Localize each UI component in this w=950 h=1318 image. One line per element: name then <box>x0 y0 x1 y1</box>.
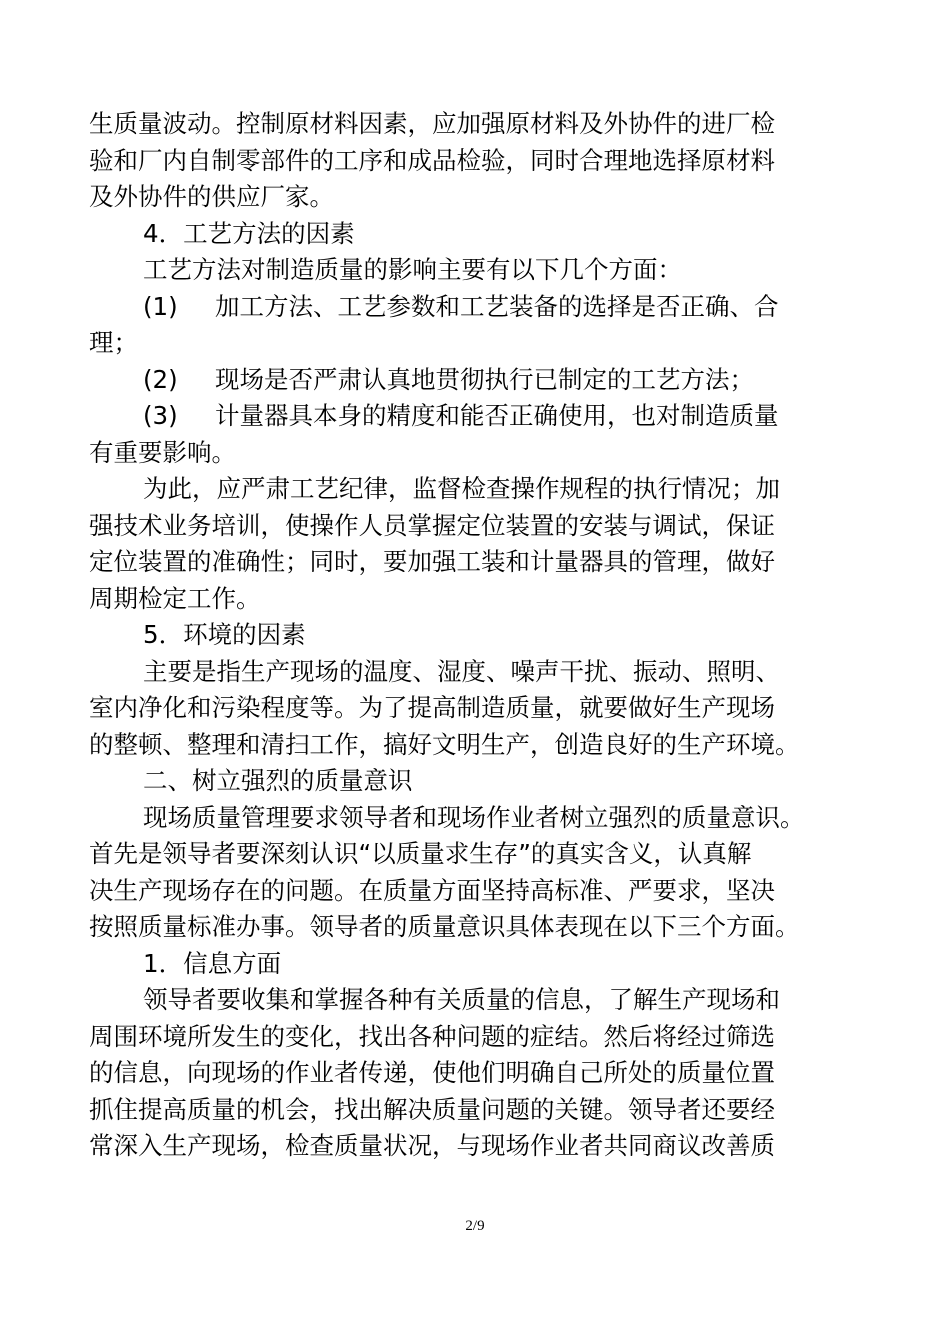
line-text: 二、树立强烈的质量意识 <box>143 766 413 795</box>
line-text: 决生产现场存在的问题。在质量方面坚持高标准、严要求，坚决 <box>89 875 775 905</box>
text-line <box>89 143 869 180</box>
text-line <box>89 508 869 545</box>
text-line <box>89 325 869 362</box>
line-text: 主要是指生产现场的温度、湿度、噪声干扰、振动、照明、 <box>143 656 780 686</box>
line-text: 领导者要收集和掌握各种有关质量的信息，了解生产现场和 <box>143 985 780 1014</box>
text-line <box>89 544 869 581</box>
page-number: 2/9 <box>465 1218 485 1234</box>
line-text: 现场质量管理要求领导者和现场作业者树立强烈的质量意识。 <box>143 802 805 832</box>
text-line <box>89 690 869 727</box>
line-text: 1．信息方面 <box>143 948 282 978</box>
text-line <box>89 362 869 399</box>
text-line <box>89 1019 869 1056</box>
line-text: 为此，应严肃工艺纪律，监督检查操作规程的执行情况；加 <box>143 474 780 503</box>
text-line <box>89 909 869 946</box>
line-text: 验和厂内自制零部件的工序和成品检验，同时合理地选择原材料 <box>89 145 775 175</box>
text-line <box>89 581 869 618</box>
text-line <box>89 179 869 216</box>
line-text: 周期检定工作。 <box>89 583 261 613</box>
line-text: 加工方法、工艺参数和工艺装备的选择是否正确、合 <box>215 291 779 321</box>
line-text: 及外协件的供应厂家。 <box>89 182 334 211</box>
line-text: 强技术业务培训，使操作人员掌握定位装置的安装与调试，保证 <box>89 510 775 540</box>
text-line <box>89 106 869 143</box>
list-number: (1) <box>143 291 178 321</box>
line-text: 常深入生产现场，检查质量状况，与现场作业者共同商议改善质 <box>89 1131 775 1160</box>
line-text: 生质量波动。控制原材料因素，应加强原材料及外协件的进厂检 <box>89 109 775 138</box>
line-text: 的整顿、整理和清扫工作，搞好文明生产，创造良好的生产环境。 <box>89 729 800 759</box>
text-line <box>89 617 869 654</box>
document-body <box>89 106 869 1165</box>
line-text: 定位装置的准确性；同时，要加强工装和计量器具的管理，做好 <box>89 547 775 576</box>
list-number: (2) <box>143 364 178 394</box>
line-text: 的信息，向现场的作业者传递，使他们明确自己所处的质量位置 <box>89 1058 775 1087</box>
text-line <box>89 800 869 837</box>
text-line <box>89 289 869 326</box>
text-line <box>89 1055 869 1092</box>
line-text: 5．环境的因素 <box>143 620 306 649</box>
line-text: 按照质量标准办事。领导者的质量意识具体表现在以下三个方面。 <box>89 912 800 941</box>
line-text: 室内净化和污染程度等。为了提高制造质量，就要做好生产现场 <box>89 693 775 722</box>
line-text: 抓住提高质量的机会，找出解决质量问题的关键。领导者还要经 <box>89 1094 775 1124</box>
text-line <box>89 727 869 764</box>
text-line <box>89 471 869 508</box>
text-line <box>89 435 869 472</box>
text-line <box>89 836 869 873</box>
text-line <box>89 654 869 691</box>
line-text: 周围环境所发生的变化，找出各种问题的症结。然后将经过筛选 <box>89 1021 775 1051</box>
text-line <box>89 946 869 983</box>
text-line <box>89 1128 869 1165</box>
text-line <box>89 216 869 253</box>
text-line <box>89 398 869 435</box>
text-line <box>89 873 869 910</box>
list-number: (3) <box>143 401 178 430</box>
line-text: 4．工艺方法的因素 <box>143 218 355 248</box>
line-text: 理； <box>89 328 138 357</box>
text-line <box>89 982 869 1019</box>
text-line <box>89 1092 869 1129</box>
line-text: 工艺方法对制造质量的影响主要有以下几个方面： <box>143 255 682 284</box>
line-text: 计量器具本身的精度和能否正确使用，也对制造质量 <box>215 401 779 430</box>
line-text: 首先是领导者要深刻认识“以质量求生存”的真实含义，认真解 <box>89 839 752 868</box>
line-text: 有重要影响。 <box>89 437 236 467</box>
text-line <box>89 252 869 289</box>
line-text: 现场是否严肃认真地贯彻执行已制定的工艺方法； <box>215 364 754 394</box>
text-line <box>89 763 869 800</box>
